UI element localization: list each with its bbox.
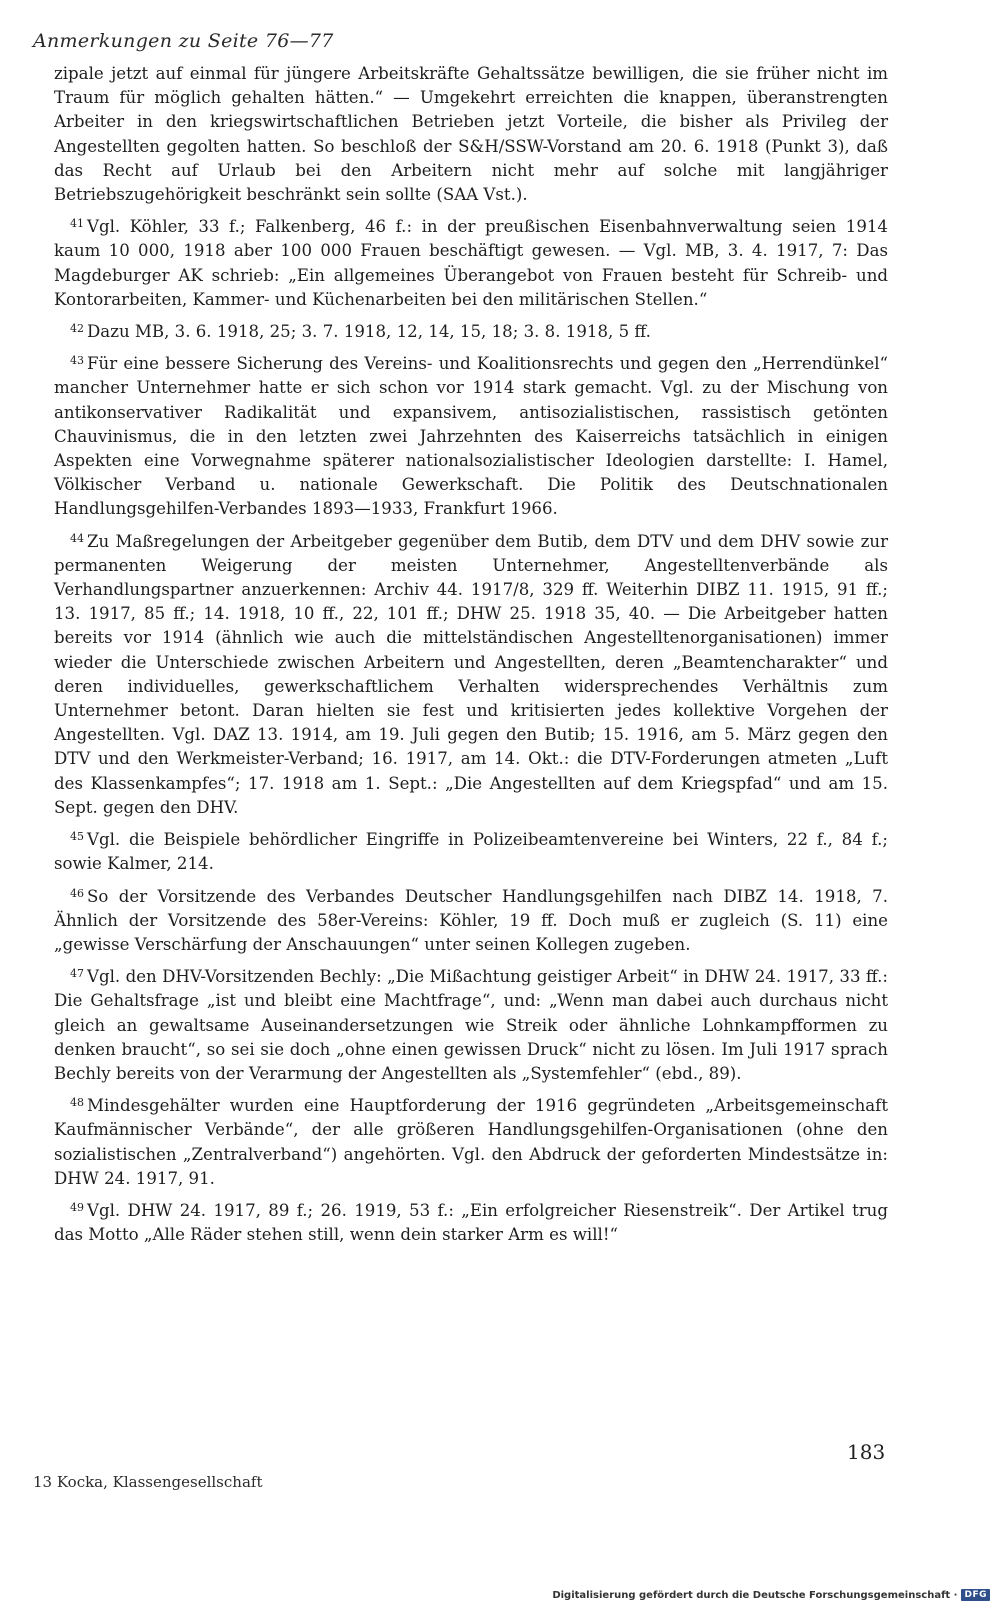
note-number: 46	[70, 886, 84, 900]
note-number: 47	[70, 967, 84, 981]
note-number: 43	[70, 354, 84, 368]
note-text: Vgl. Köhler, 33 f.; Falkenberg, 46 f.: in der preußischen Eisenbahnverwaltung seien 1914 kaum 10 000, 1918 aber 100 000 Frauen beschäftigt gewesen. — Vgl. MB, 3. 4. 1917, 7: Das Magdeburger AK schrieb: „Ein allgemeines Überangebot von Frauen besteht für Schreib- und Kontorarbeiten, Kammer- und Küchenarbeiten bei den militärischen Stellen.“	[54, 217, 888, 309]
note-41	[54, 212, 888, 312]
endnotes-body	[54, 62, 888, 1247]
note-number: 42	[70, 322, 84, 336]
credit-text: Digitalisierung gefördert durch die Deutsche Forschungsgemeinschaft ·	[552, 1589, 958, 1601]
note-46	[54, 882, 888, 958]
note-text: Zu Maßregelungen der Arbeitgeber gegenüber dem Butib, dem DTV und dem DHV sowie zur permanenten Weigerung der meisten Unternehmer, Angestelltenverbände als Verhandlungspartner anzuerkennen: Archiv 44. 1917/8, 329 ff. Weiterhin DIBZ 11. 1915, 91 ff.; 13. 1917, 85 ff.; 14. 1918, 10 ff., 22, 101 ff.; DHW 25. 1918 35, 40. — Die Arbeitgeber hatten bereits vor 1914 (ähnlich wie auch die mittelständischen Angestelltenorganisationen) immer wieder die Unterschiede zwischen Arbeitern und Angestellten, deren „Beamtencharakter“ und deren individuelles, gewerkschaftlichem Verhalten widersprechendes Verhältnis zum Unternehmer betont. Daran hielten sie fest und kritisierten jedes kollektive Vorgehen der Angestellten. Vgl. DAZ 13. 1914, am 19. Juli gegen den Butib; 15. 1916, am 5. März gegen den DTV und den Werkmeister-Verband; 16. 1917, am 14. Okt.: die DTV-Forderungen atmeten „Luft des Klassenkampfes“; 17. 1918 am 1. Sept.: „Die Angestellten auf dem Kriegspfad“ und am 15. Sept. gegen den DHV.	[54, 531, 888, 817]
note-48	[54, 1091, 888, 1191]
signature-mark: 13 Kocka, Klassengesellschaft	[33, 1473, 263, 1491]
note-43	[54, 349, 888, 521]
note-44	[54, 527, 888, 820]
note-text: Vgl. DHW 24. 1917, 89 f.; 26. 1919, 53 f.: „Ein erfolgreicher Riesenstreik“. Der Artikel trug das Motto „Alle Räder stehen still, wenn dein starker Arm es will!“	[54, 1200, 888, 1245]
note-text: zipale jetzt auf einmal für jüngere Arbeitskräfte Gehaltssätze bewilligen, die sie früher nicht im Traum für möglich gehalten hätten.“ — Umgekehrt erreichten die knappen, überanstrengten Arbeiter in den kriegswirtschaftlichen Betrieben jetzt Vorteile, die bisher als Privileg der Angestellten gegolten hatten. So beschloß der S&H/SSW-Vorstand am 20. 6. 1918 (Punkt 3), daß das Recht auf Urlaub bei den Arbeitern nicht mehr auf solche mit langjähriger Betriebszugehörigkeit beschränkt sein sollte (SAA Vst.).	[54, 64, 888, 205]
note-text: Dazu MB, 3. 6. 1918, 25; 3. 7. 1918, 12, 14, 15, 18; 3. 8. 1918, 5 ff.	[87, 322, 651, 342]
note-continuation	[54, 62, 888, 207]
running-head: Anmerkungen zu Seite 76—77	[33, 30, 334, 52]
note-text: Vgl. den DHV-Vorsitzenden Bechly: „Die Mißachtung geistiger Arbeit“ in DHW 24. 1917, 33 ff.: Die Gehaltsfrage „ist und bleibt eine Machtfrage“, und: „Wenn man dabei auch durchaus nicht gleich an gewaltsame Auseinandersetzungen wie Streik oder ähnliche Lohnkampfformen zu denken braucht“, so sei sie doch „ohne einen gewissen Druck“ nicht zu lösen. Im Juli 1917 sprach Bechly bereits von der Verarmung der Angestellten als „Systemfehler“ (ebd., 89).	[54, 967, 888, 1083]
note-text: Vgl. die Beispiele behördlicher Eingriffe in Polizeibeamtenvereine bei Winters, 22 f., 84 f.; sowie Kalmer, 214.	[54, 830, 888, 874]
note-49	[54, 1196, 888, 1247]
note-47	[54, 962, 888, 1086]
note-text: Für eine bessere Sicherung des Vereins- und Koalitionsrechts und gegen den „Herrendünkel“ mancher Unternehmer hatte er sich schon vor 1914 stark gemacht. Vgl. zu der Mischung von antikonservativer Radikalität und expansivem, antisozialistischen, rassistisch getönten Chauvinismus, die in den letzten zwei Jahrzehnten des Kaiserreichs tatsächlich in einigen Aspekten eine Vorwegnahme späterer nationalsozialistischer Ideologien darstellte: I. Hamel, Völkischer Verband u. nationale Gewerkschaft. Die Politik des Deutschnationalen Handlungsgehilfen-Verbandes 1893—1933, Frankfurt 1966.	[54, 354, 888, 519]
note-number: 41	[70, 217, 84, 231]
note-45	[54, 825, 888, 876]
note-42	[54, 317, 888, 344]
note-text: Mindesgehälter wurden eine Hauptforderung der 1916 gegründeten „Arbeitsgemeinschaft Kaufmännischer Verbände“, der alle größeren Handlungsgehilfen-Organisationen (ohne den sozialistischen „Zentralverband“) angehörten. Vgl. den Abdruck der geforderten Mindestsätze in: DHW 24. 1917, 91.	[54, 1096, 888, 1188]
dfg-logo-icon: DFG	[961, 1589, 990, 1601]
note-number: 49	[70, 1200, 84, 1214]
note-number: 48	[70, 1096, 84, 1110]
note-number: 45	[70, 830, 84, 844]
page-number: 183	[847, 1440, 886, 1464]
digitization-credit	[552, 1589, 990, 1601]
note-number: 44	[70, 531, 84, 545]
note-text: So der Vorsitzende des Verbandes Deutscher Handlungsgehilfen nach DIBZ 14. 1918, 7. Ähnlich der Vorsitzende des 58er-Vereins: Köhler, 19 ff. Doch muß er zugleich (S. 11) eine „gewisse Verschärfung der Anschauungen“ unter seinen Kollegen zugeben.	[54, 886, 888, 954]
